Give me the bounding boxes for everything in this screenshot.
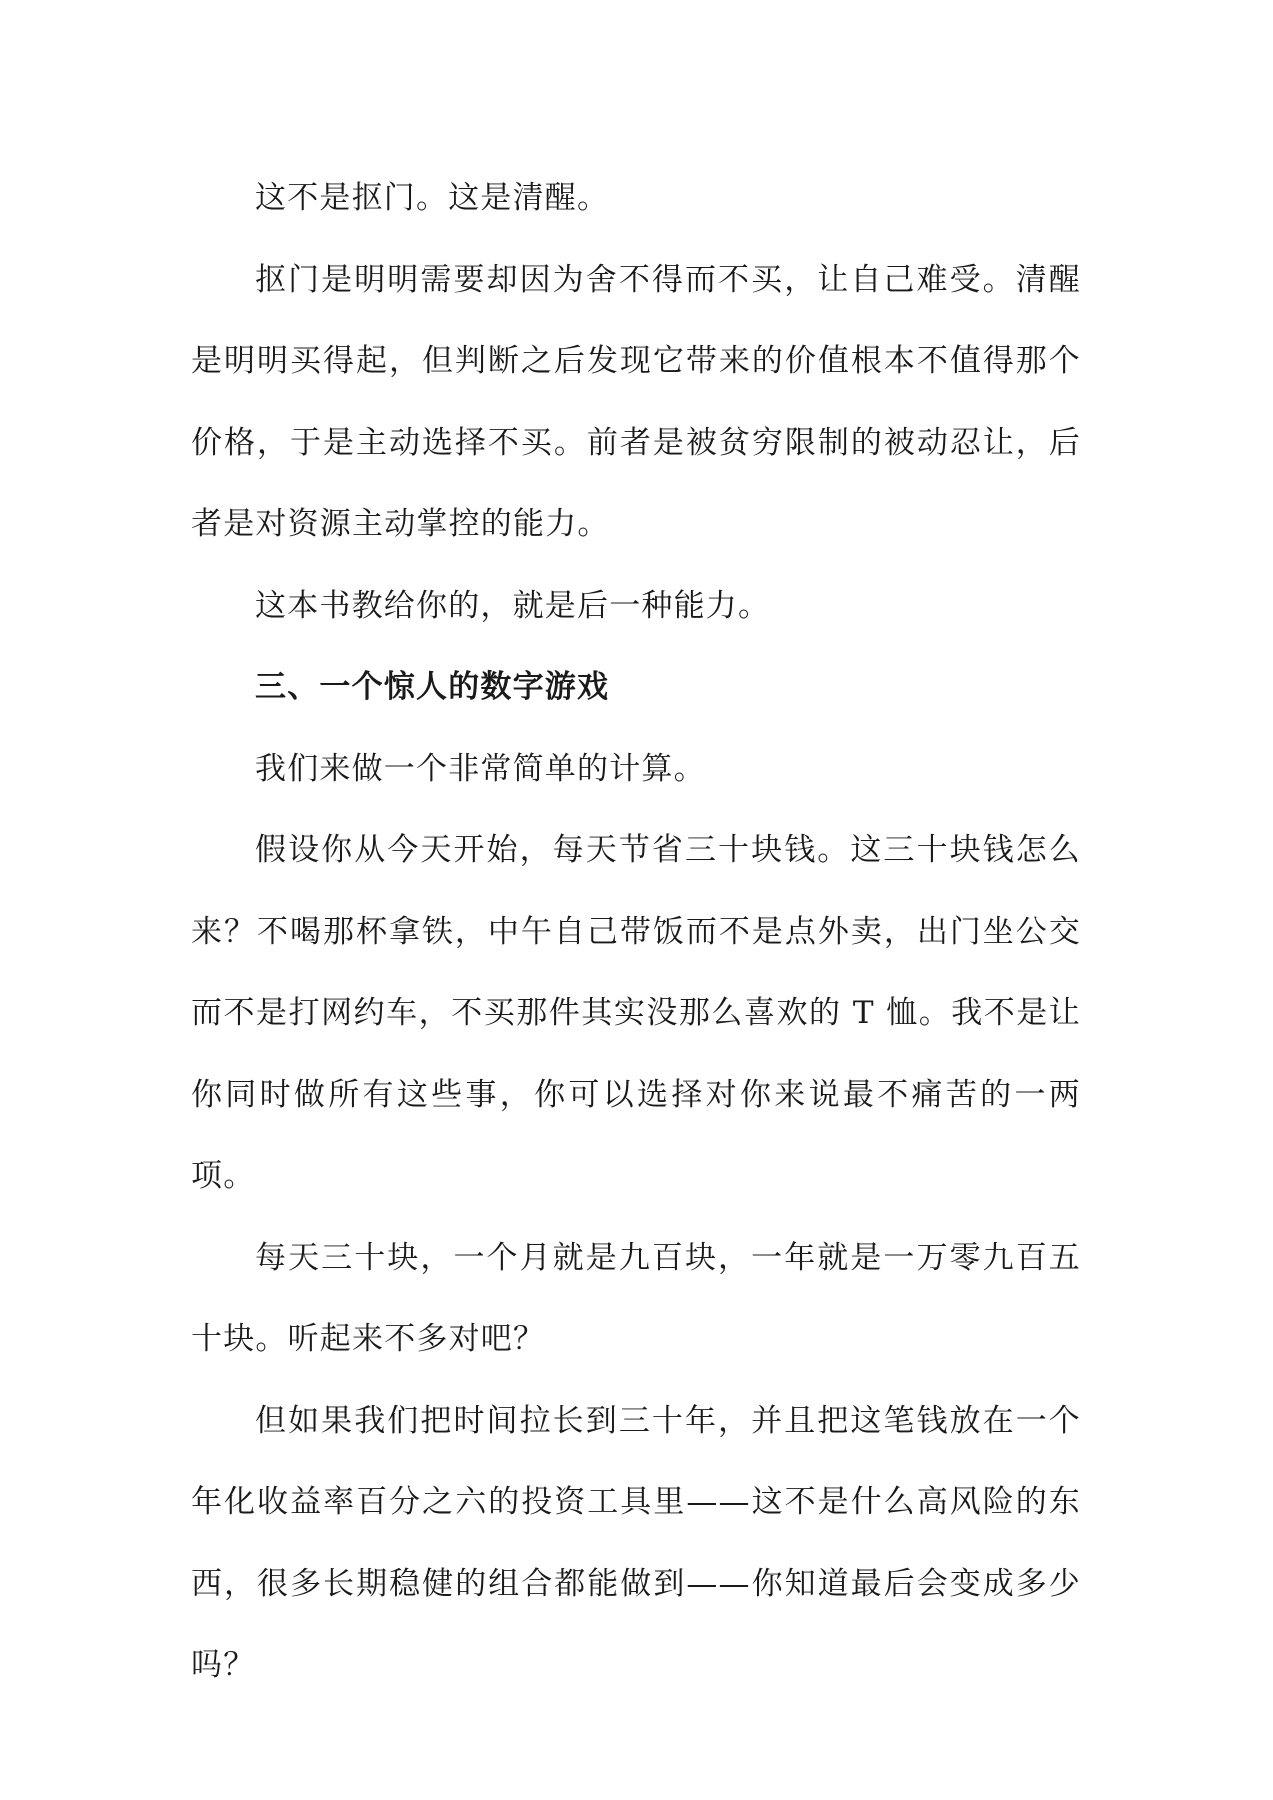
section-heading: 三、一个惊人的数字游戏 (255, 669, 610, 705)
paragraph-simple-calculation: 我们来做一个非常简单的计算。 (255, 750, 706, 787)
paragraph-thirty-years-question: 但如果我们把时间拉长到三十年，并且把这笔钱放在一个年化收益率百分之六的投资工具里——这不是什么高风险的东西，很多长期稳健的组合都能做到——你知道最后会变成多少吗？ (191, 1402, 1081, 1683)
paragraph-save-thirty-daily: 假设你从今天开始，每天节省三十块钱。这三十块钱怎么来？不喝那杯拿铁，中午自己带饭而不是点外卖，出门坐公交而不是打网约车，不买那件其实没那么喜欢的 T 恤。我不是让你同时做所有这些事，你可以选择对你来说最不痛苦的一两项。 (191, 832, 1081, 1194)
page-body (191, 158, 1081, 1707)
paragraph-book-teaches: 这本书教给你的，就是后一种能力。 (255, 587, 771, 624)
paragraph-not-stingy: 这不是抠门。这是清醒。 (255, 180, 610, 216)
paragraph-stingy-vs-clear-minded: 抠门是明明需要却因为舍不得而不买，让自己难受。清醒是明明买得起，但判断之后发现它带来的价值根本不值得那个价格，于是主动选择不买。前者是被贫穷限制的被动忍让，后者是对资源主动掌控的能力。 (191, 261, 1081, 542)
paragraph-yearly-total: 每天三十块，一个月就是九百块，一年就是一万零九百五十块。听起来不多对吧？ (191, 1239, 1081, 1357)
